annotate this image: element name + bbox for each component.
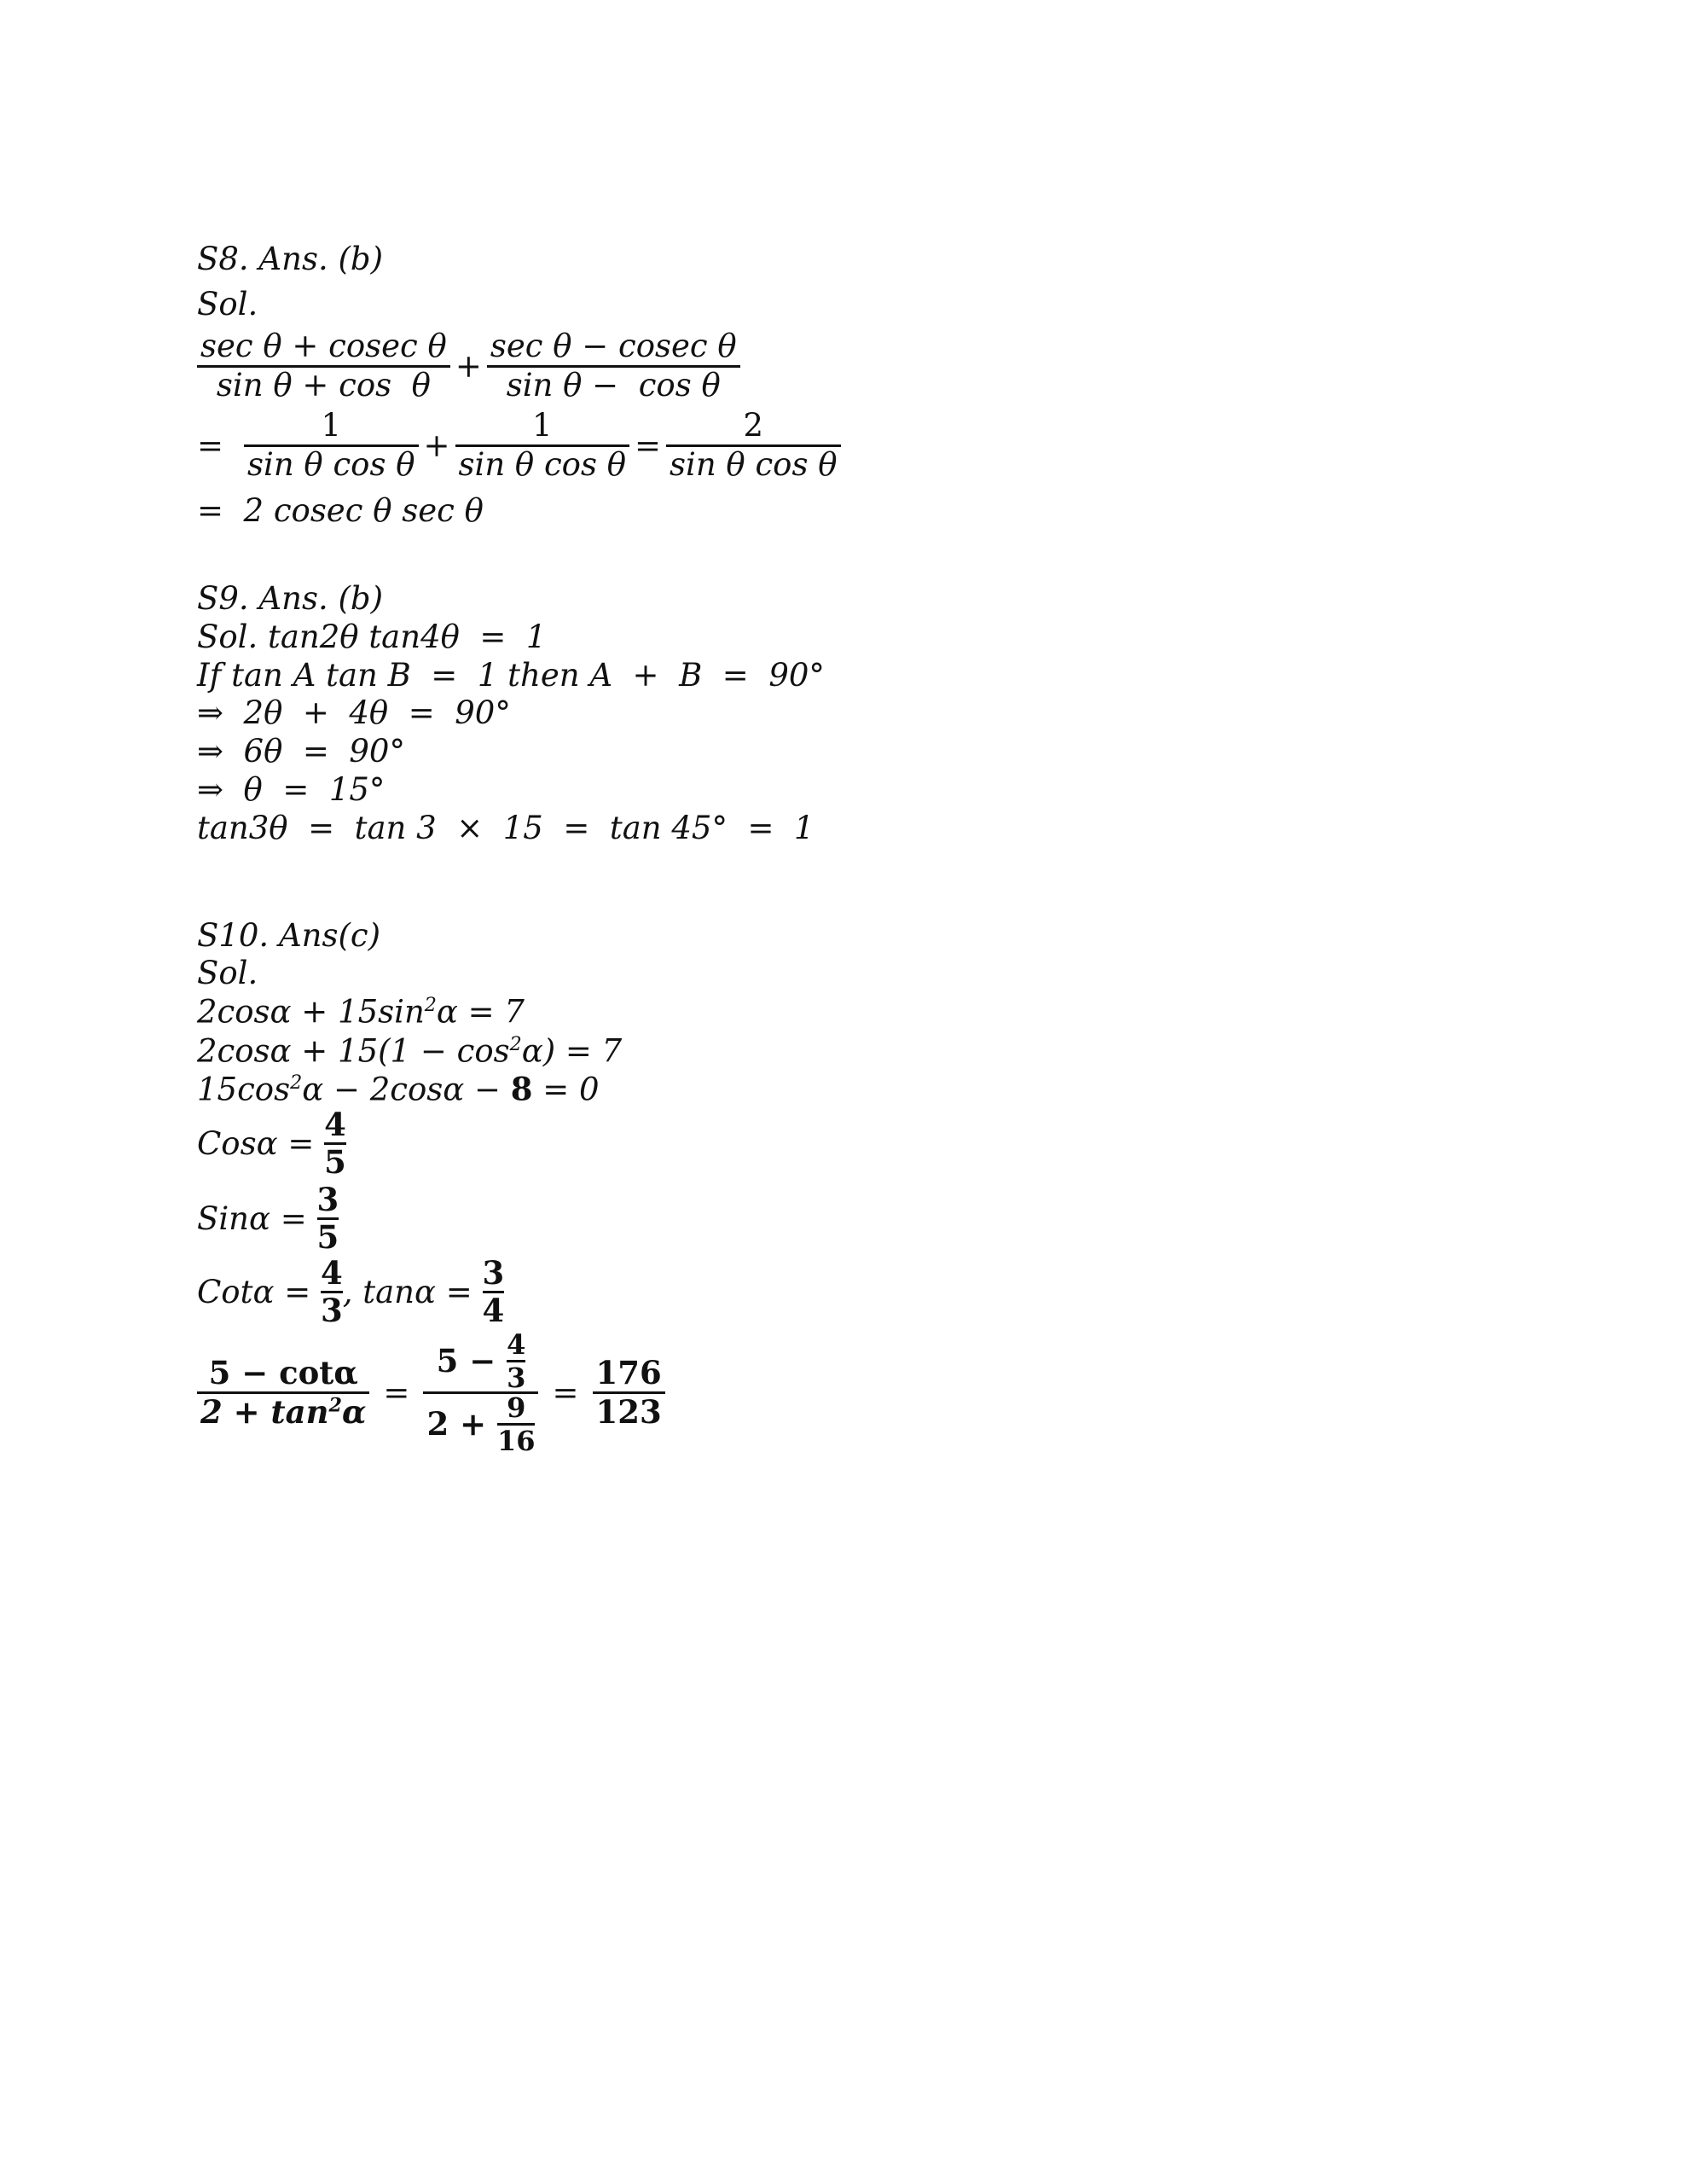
s10-sin-value: Sinα = 3 5 — [197, 1181, 339, 1256]
s10-equation-2: $2\cos\alpha + 15(1 - \cos^2\alpha) = 7$ — [197, 1032, 623, 1070]
s8-fraction-4 — [455, 408, 629, 483]
fraction: 3 4 — [482, 1254, 505, 1329]
s8-fraction-2 — [487, 328, 740, 404]
denominator: sin θ cos θ — [670, 445, 838, 483]
denominator: sin θ cos θ — [247, 445, 415, 483]
middle-fraction: 5 − 4 3 2 + 9 16 — [423, 1331, 538, 1455]
numerator: sec θ + cosec θ — [200, 328, 447, 364]
s9-line: If tan A tan B = 1 then A + B = 90° — [197, 657, 825, 694]
fraction: 3 5 — [316, 1181, 339, 1256]
s9-line: tan3θ = tan 3 × 15 = tan 45° = 1 — [197, 810, 815, 846]
s8-expression-row1 — [197, 328, 740, 404]
lhs-fraction: $\frac{5 - \cot\alpha}{2 + \tan^2\alpha}$ — [197, 1355, 369, 1430]
denominator: sin θ − cos θ — [506, 366, 721, 404]
s9-line: ⇒ θ = 15° — [197, 771, 386, 808]
numerator: sec θ − cosec θ — [490, 328, 737, 364]
equals-sign: = — [635, 427, 662, 464]
s10-heading: S10. Ans(c) — [197, 917, 381, 954]
s10-cot-tan-values: Cotα = 4 3 , tanα = 3 4 — [197, 1254, 505, 1329]
equals-sign: = — [197, 427, 224, 464]
s9-line: ⇒ 2θ + 4θ = 90° — [197, 694, 511, 731]
equals-sign: = — [383, 1374, 410, 1411]
s9-line: Sol. tan2θ tan4θ = 1 — [197, 619, 547, 655]
s8-result: = 2 cosec θ sec θ — [197, 492, 484, 529]
s9-line: ⇒ 6θ = 90° — [197, 733, 405, 770]
s8-sol-label: Sol. — [197, 286, 258, 322]
s8-fraction-3 — [244, 408, 418, 483]
s9-heading: S9. Ans. (b) — [197, 580, 384, 617]
s8-expression-row2 — [197, 408, 841, 483]
s10-equation-1: $2\cos\alpha + 15\sin^2\alpha = 7$ — [197, 993, 525, 1031]
numerator: 1 — [321, 407, 342, 444]
s8-fraction-1 — [197, 328, 450, 404]
s8-heading: S8. Ans. (b) — [197, 241, 384, 277]
fraction: 4 3 — [320, 1254, 343, 1329]
s10-cos-value: Cosα = 4 5 — [197, 1106, 346, 1181]
s10-final-expression — [197, 1328, 665, 1457]
denominator: sin θ + cos θ — [216, 366, 431, 404]
equals-sign: = — [552, 1374, 579, 1411]
s8-fraction-5 — [666, 408, 840, 483]
rhs-fraction: $\frac{176}{123}$ — [593, 1355, 665, 1430]
plus-sign: + — [455, 347, 482, 385]
plus-sign: + — [423, 427, 450, 464]
fraction: 4 5 — [324, 1106, 346, 1181]
s10-equation-3: $15\cos^2\alpha - 2\cos\alpha - 8 = 0$ — [197, 1070, 600, 1108]
s10-sol-label: Sol. — [197, 955, 258, 991]
numerator: 2 — [743, 407, 764, 444]
denominator: sin θ cos θ — [458, 445, 626, 483]
numerator: 1 — [531, 407, 553, 444]
